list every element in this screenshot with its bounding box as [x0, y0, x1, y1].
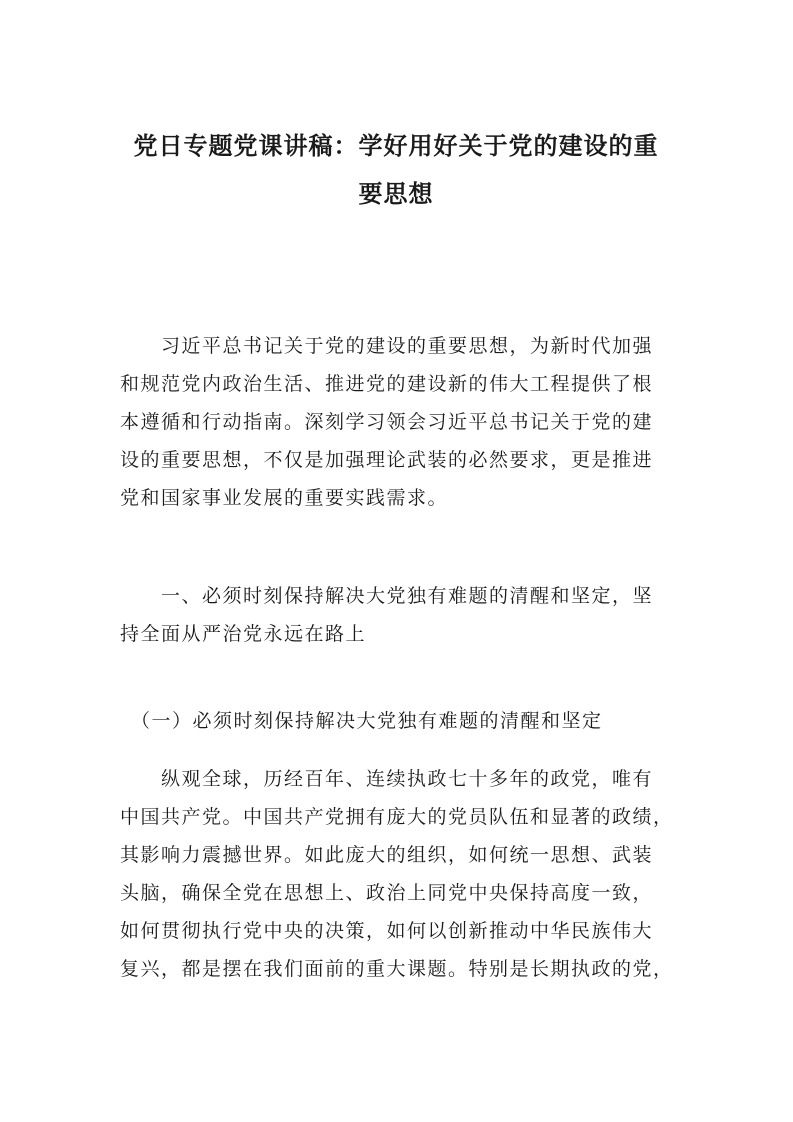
paragraph-line: 党和国家事业发展的重要实践需求。 — [120, 487, 449, 509]
paragraph-line: 和规范党内政治生活、推进党的建设新的伟大工程提供了根 — [120, 373, 654, 395]
paragraph-line: 设的重要思想，不仅是加强理论武装的必然要求，更是推进 — [120, 449, 654, 471]
intro-paragraph — [120, 327, 680, 517]
document-title — [110, 122, 682, 218]
section-heading-1 — [120, 577, 680, 653]
paragraph-line: 复兴，都是摆在我们面前的重大课题。特别是长期执政的党， — [120, 958, 674, 980]
body-paragraph — [120, 760, 680, 988]
title-line-1: 党日专题党课讲稿：学好用好关于党的建设的重 — [133, 131, 659, 160]
paragraph-line: 其影响力震撼世界。如此庞大的组织，如何统一思想、武装 — [120, 844, 654, 866]
paragraph-line: 本遵循和行动指南。深刻学习领会习近平总书记关于党的建 — [120, 411, 654, 433]
paragraph-line: 习近平总书记关于党的建设的重要思想，为新时代加强 — [120, 335, 654, 357]
paragraph-line: 头脑，确保全党在思想上、政治上同党中央保持高度一致， — [120, 882, 654, 904]
heading-line: （一）必须时刻保持解决大党独有难题的清醒和坚定 — [120, 710, 603, 732]
paragraph-line: 纵观全球，历经百年、连续执政七十多年的政党，唯有 — [120, 768, 654, 790]
heading-line: 一、必须时刻保持解决大党独有难题的清醒和坚定，坚 — [120, 585, 654, 607]
heading-line: 持全面从严治党永远在路上 — [120, 623, 367, 645]
paragraph-line: 如何贯彻执行党中央的决策，如何以创新推动中华民族伟大 — [120, 920, 654, 942]
title-line-2: 要思想 — [358, 179, 434, 208]
subsection-heading-1 — [120, 702, 680, 740]
paragraph-line: 中国共产党。中国共产党拥有庞大的党员队伍和显著的政绩， — [120, 806, 674, 828]
